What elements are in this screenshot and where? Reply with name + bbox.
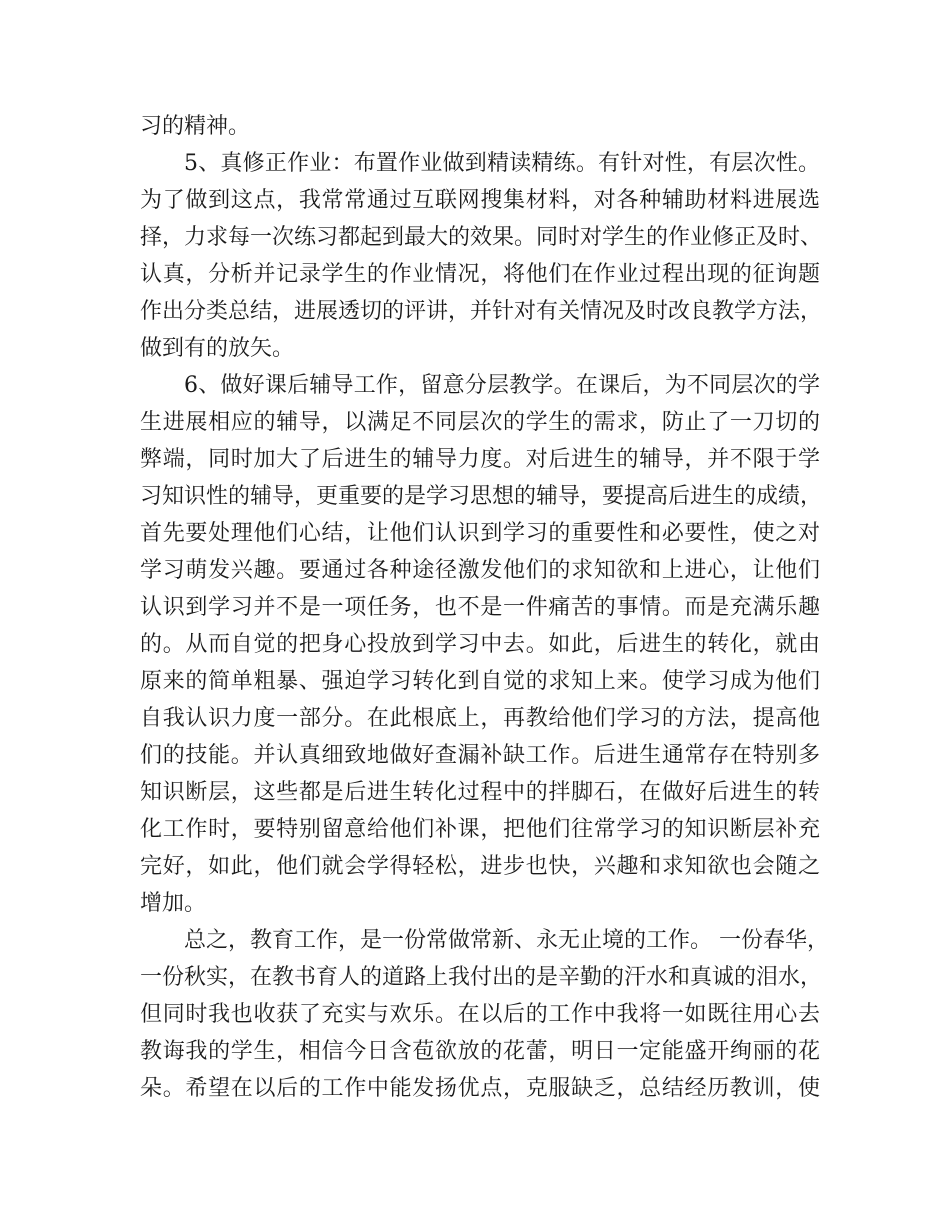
text-line: 一份秋实，在教书育人的道路上我付出的是辛勤的汗水和真诚的泪水， (140, 965, 823, 990)
text-line: 的。从而自觉的把身心投放到学习中去。如此，后进生的转化，就由 (140, 632, 820, 657)
text-line: 为了做到这点，我常常通过互联网搜集材料，对各种辅助材料进展选 (140, 188, 820, 213)
text-line: 自我认识力度一部分。在此根底上，再教给他们学习的方法，提高他 (140, 706, 820, 731)
text-line: 作出分类总结，进展透切的评讲，并针对有关情况及时改良教学方法， (140, 299, 823, 324)
text-line: 知识断层，这些都是后进生转化过程中的拌脚石，在做好后进生的转 (140, 780, 820, 805)
text-line: 但同时我也收获了充实与欢乐。在以后的工作中我将一如既往用心去 (140, 1002, 820, 1027)
text-line: 教诲我的学生，相信今日含苞欲放的花蕾，明日一定能盛开绚丽的花 (140, 1039, 820, 1064)
document-body (140, 108, 829, 1107)
text-line: 做到有的放矢。 (140, 336, 295, 361)
text-line: 弊端，同时加大了后进生的辅导力度。对后进生的辅导，并不限于学 (140, 447, 820, 472)
text-line: 们的技能。并认真细致地做好查漏补缺工作。后进生通常存在特别多 (140, 743, 820, 768)
text-line: 总之，教育工作，是一份常做常新、永无止境的工作。 一份春华， (184, 928, 829, 953)
text-line: 择，力求每一次练习都起到最大的效果。同时对学生的作业修正及时、 (140, 225, 823, 250)
text-line: 生进展相应的辅导，以满足不同层次的学生的需求，防止了一刀切的 (140, 410, 820, 435)
text-line: 习的精神。 (140, 114, 251, 139)
text-line: 完好，如此，他们就会学得轻松，进步也快，兴趣和求知欲也会随之 (140, 854, 820, 879)
text-line: 化工作时，要特别留意给他们补课，把他们往常学习的知识断层补充 (140, 817, 820, 842)
text-line: 增加。 (140, 891, 207, 916)
text-line: 原来的简单粗暴、强迫学习转化到自觉的求知上来。使学习成为他们 (140, 669, 820, 694)
text-line: 5、真修正作业：布置作业做到精读精练。有针对性，有层次性。 (184, 151, 820, 176)
text-line: 朵。希望在以后的工作中能发扬优点，克服缺乏，总结经历教训，使 (140, 1076, 820, 1101)
text-line: 学习萌发兴趣。要通过各种途径激发他们的求知欲和上进心，让他们 (140, 558, 820, 583)
text-line: 认真，分析并记录学生的作业情况，将他们在作业过程出现的征询题 (140, 262, 820, 287)
text-line: 认识到学习并不是一项任务，也不是一件痛苦的事情。而是充满乐趣 (140, 595, 820, 620)
text-line: 6、做好课后辅导工作，留意分层教学。在课后，为不同层次的学 (184, 373, 820, 398)
text-line: 习知识性的辅导，更重要的是学习思想的辅导，要提高后进生的成绩， (140, 484, 823, 509)
text-line: 首先要处理他们心结，让他们认识到学习的重要性和必要性，使之对 (140, 521, 820, 546)
